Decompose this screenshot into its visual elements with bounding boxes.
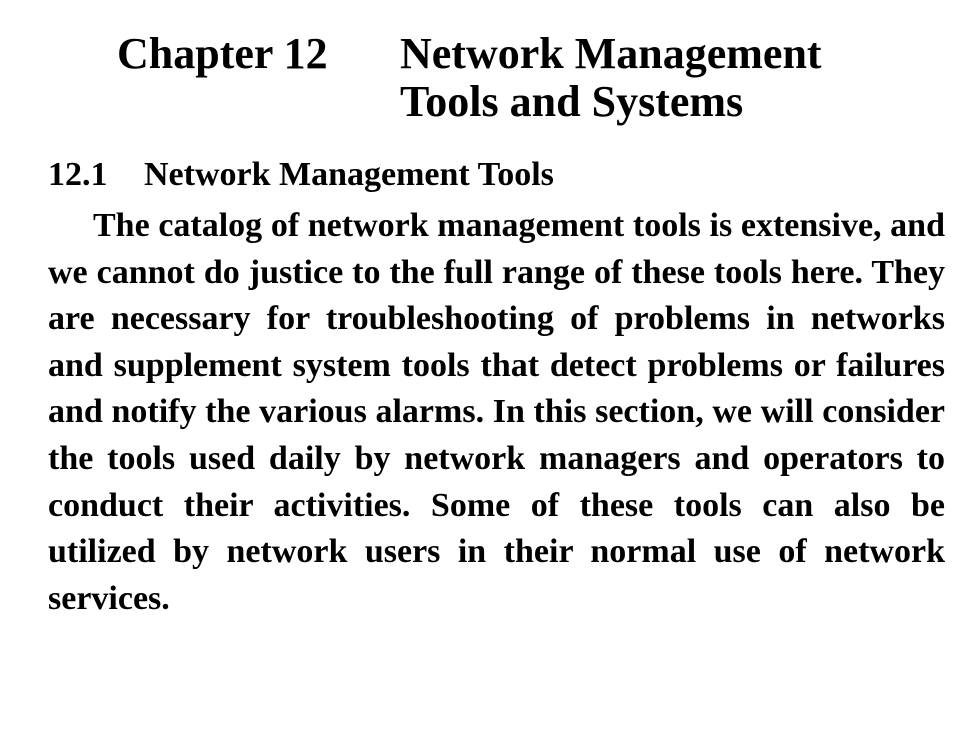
chapter-name-line-2: Tools and Systems [400,77,744,126]
chapter-label: Chapter 12 [117,29,328,78]
chapter-name-line-1: Network Management [400,29,822,78]
body-paragraph: The catalog of network management tools is extensive, and we cannot do justice to the full range of these tools here. They are necessary for troubleshooting of problems in networks and supplement system tools that detect problems or failures and notify the various alarms. In this section, we will consider the tools used daily by network managers and operators to conduct their activities. Some of these tools can also be utilized by network users in their normal use of network services. [48,207,945,617]
chapter-name [400,30,880,126]
chapter-title [117,30,880,126]
section-title: Network Management Tools [144,156,554,193]
section-heading [48,155,554,195]
section-number: 12.1 [48,156,108,193]
